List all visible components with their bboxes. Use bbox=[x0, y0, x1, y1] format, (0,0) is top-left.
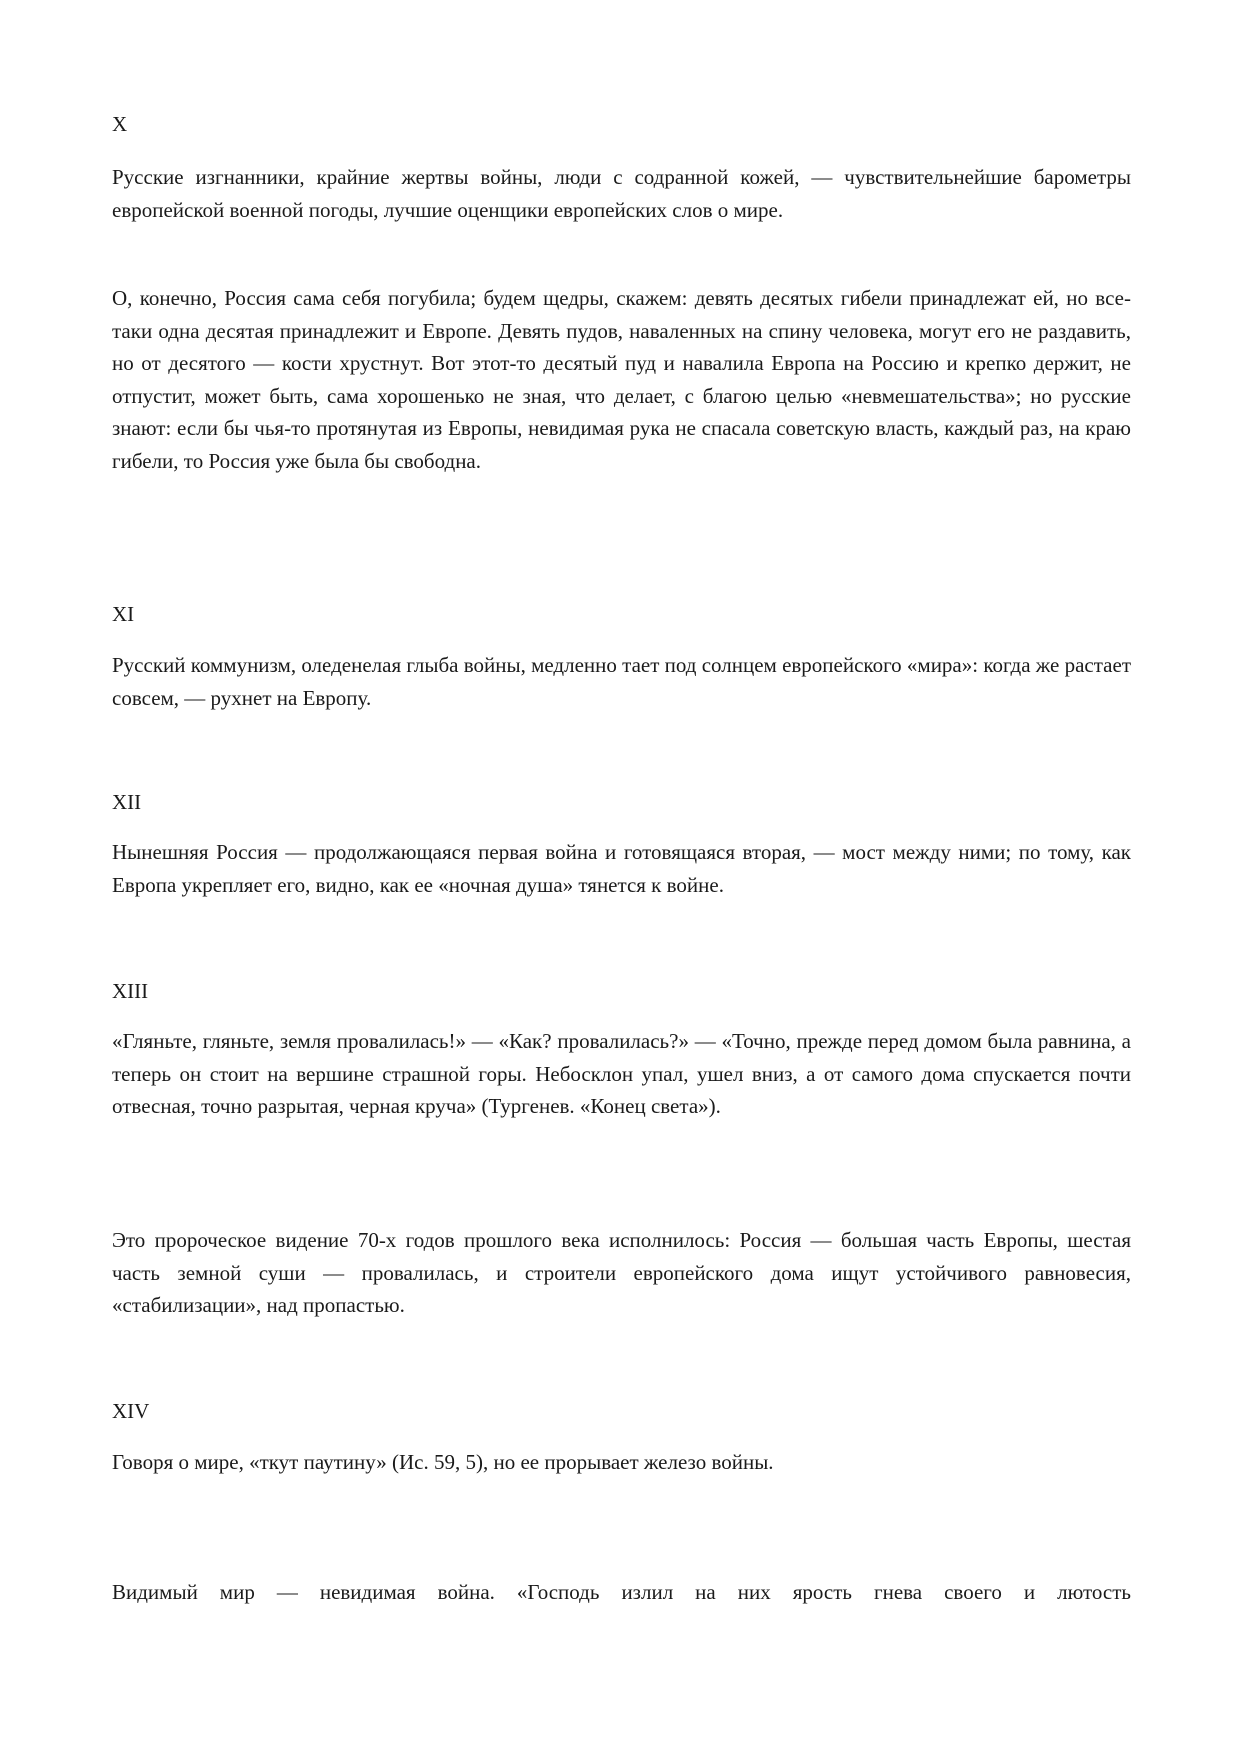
section-heading-xiii: XIII bbox=[112, 979, 149, 1003]
paragraph: Русские изгнанники, крайние жертвы войны, люди с содранной кожей, — чувствительнейшие барометры европейской военной погоды, лучшие оценщики европейских слов о мире. bbox=[112, 165, 1131, 222]
paragraph: О, конечно, Россия сама себя погубила; будем щедры, скажем: девять десятых гибели принадлежат ей, но все-таки одна десятая принадлежит и Европе. Девять пудов, наваленных на спину человека, могут его не раздавить, но от десятого — кости хрустнут. Вот этот-то десятый пуд и навалила Европа на Россию и крепко держит, не отпустит, может быть, сама хорошенько не зная, что делает, с благою целью «невмешательства»; но русские знают: если бы чья-то протянутая из Европы, невидимая рука не спасала советскую власть, каждый раз, на краю гибели, то Россия уже была бы свободна. bbox=[112, 286, 1131, 473]
paragraph: Говоря о мире, «ткут паутину» (Ис. 59, 5), но ее прорывает железо войны. bbox=[112, 1450, 774, 1474]
section-heading-x: X bbox=[112, 112, 128, 136]
section-heading-xi: XI bbox=[112, 602, 135, 626]
paragraph: Нынешняя Россия — продолжающаяся первая война и готовящаяся вторая, — мост между ними; по тому, как Европа укрепляет его, видно, как ее «ночная душа» тянется к войне. bbox=[112, 840, 1131, 897]
section-heading-xii: XII bbox=[112, 790, 142, 814]
section-heading-xiv: XIV bbox=[112, 1399, 150, 1423]
paragraph: «Гляньте, гляньте, земля провалилась!» — «Как? провалилась?» — «Точно, прежде перед домом была равнина, а теперь он стоит на вершине страшной горы. Небосклон упал, ушел вниз, а от самого дома спускается почти отвесная, точно разрытая, черная круча» (Тургенев. «Конец света»). bbox=[112, 1029, 1131, 1118]
paragraph: Это пророческое видение 70-х годов прошлого века исполнилось: Россия — большая часть Европы, шестая часть земной суши — провалилась, и строители европейского дома ищут устойчивого равновесия, «стабилизации», над пропастью. bbox=[112, 1228, 1131, 1317]
paragraph: Русский коммунизм, оледенелая глыба войны, медленно тает под солнцем европейского «мира»: когда же растает совсем, — рухнет на Европу. bbox=[112, 653, 1131, 710]
paragraph: Видимый мир — невидимая война. «Господь излил на них ярость гнева своего и лютость bbox=[112, 1580, 1131, 1604]
